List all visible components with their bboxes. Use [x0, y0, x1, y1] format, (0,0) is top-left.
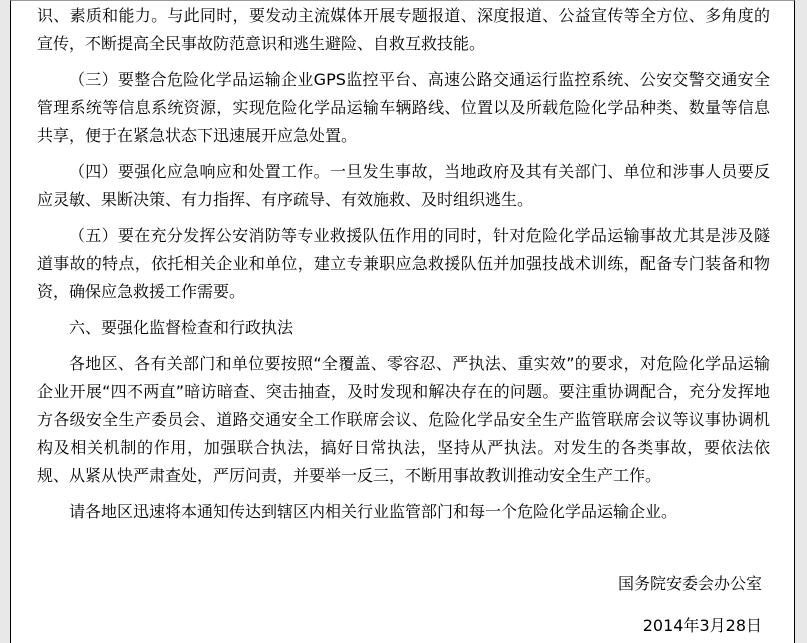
paragraph-item-3: （三）要整合危险化学品运输企业GPS监控平台、高速公路交通运行监控系统、公安交警交通安全管理系统等信息系统资源，实现危险化学品运输车辆路线、位置以及所载危险化学品种类、数量等信息共享，便于在紧急状态下迅速展开应急处置。 [37, 70, 770, 145]
signature-issuer: 国务院安委会办公室 [617, 574, 762, 593]
signature-date: 2014年3月28日 [642, 616, 762, 635]
page-margin-right [795, 0, 807, 643]
paragraph-item-5: （五）要在充分发挥公安消防等专业救援队伍作用的同时，针对危险化学品运输事故尤其是涉及隧道事故的特点，依托相关企业和单位，建立专兼职应急救援队伍并加强技战术训练，配备专门装备和物资，确保应急救援工作需要。 [37, 226, 770, 301]
paragraph-section-6-body: 各地区、各有关部门和单位要按照“全覆盖、零容忍、严执法、重实效”的要求，对危险化学品运输企业开展“四不两直”暗访暗查、突击抽查，及时发现和解决存在的问题。要注重协调配合，充分发挥地方各级安全生产委员会、道路交通安全工作联席会议、危险化学品安全生产监管联席会议等议事协调机构及相关机制的作用，加强联合执法，搞好日常执法，坚持从严执法。对发生的各类事故，要依法依规、从紧从快严肃查处，严厉问责，并要举一反三，不断用事故教训推动安全生产工作。 [37, 354, 770, 485]
document-body [11, 1, 794, 640]
paragraph-closing: 请各地区迅速将本通知传达到辖区内相关行业监管部门和每一个危险化学品运输企业。 [69, 502, 678, 521]
paragraph-continuation: 识、素质和能力。与此同时，要发动主流媒体开展专题报道、深度报道、公益宣传等全方位、多角度的宣传，不断提高全民事故防范意识和逃生避险、自救互救技能。 [37, 6, 770, 53]
paragraph-item-4: （四）要强化应急响应和处置工作。一旦发生事故，当地政府及其有关部门、单位和涉事人员要反应灵敏、果断决策、有力指挥、有序疏导、有效施救、及时组织逃生。 [37, 162, 770, 209]
document-page [10, 0, 795, 643]
page-margin-left [0, 0, 10, 643]
section-heading-6: 六、要强化监督检查和行政执法 [69, 318, 294, 337]
